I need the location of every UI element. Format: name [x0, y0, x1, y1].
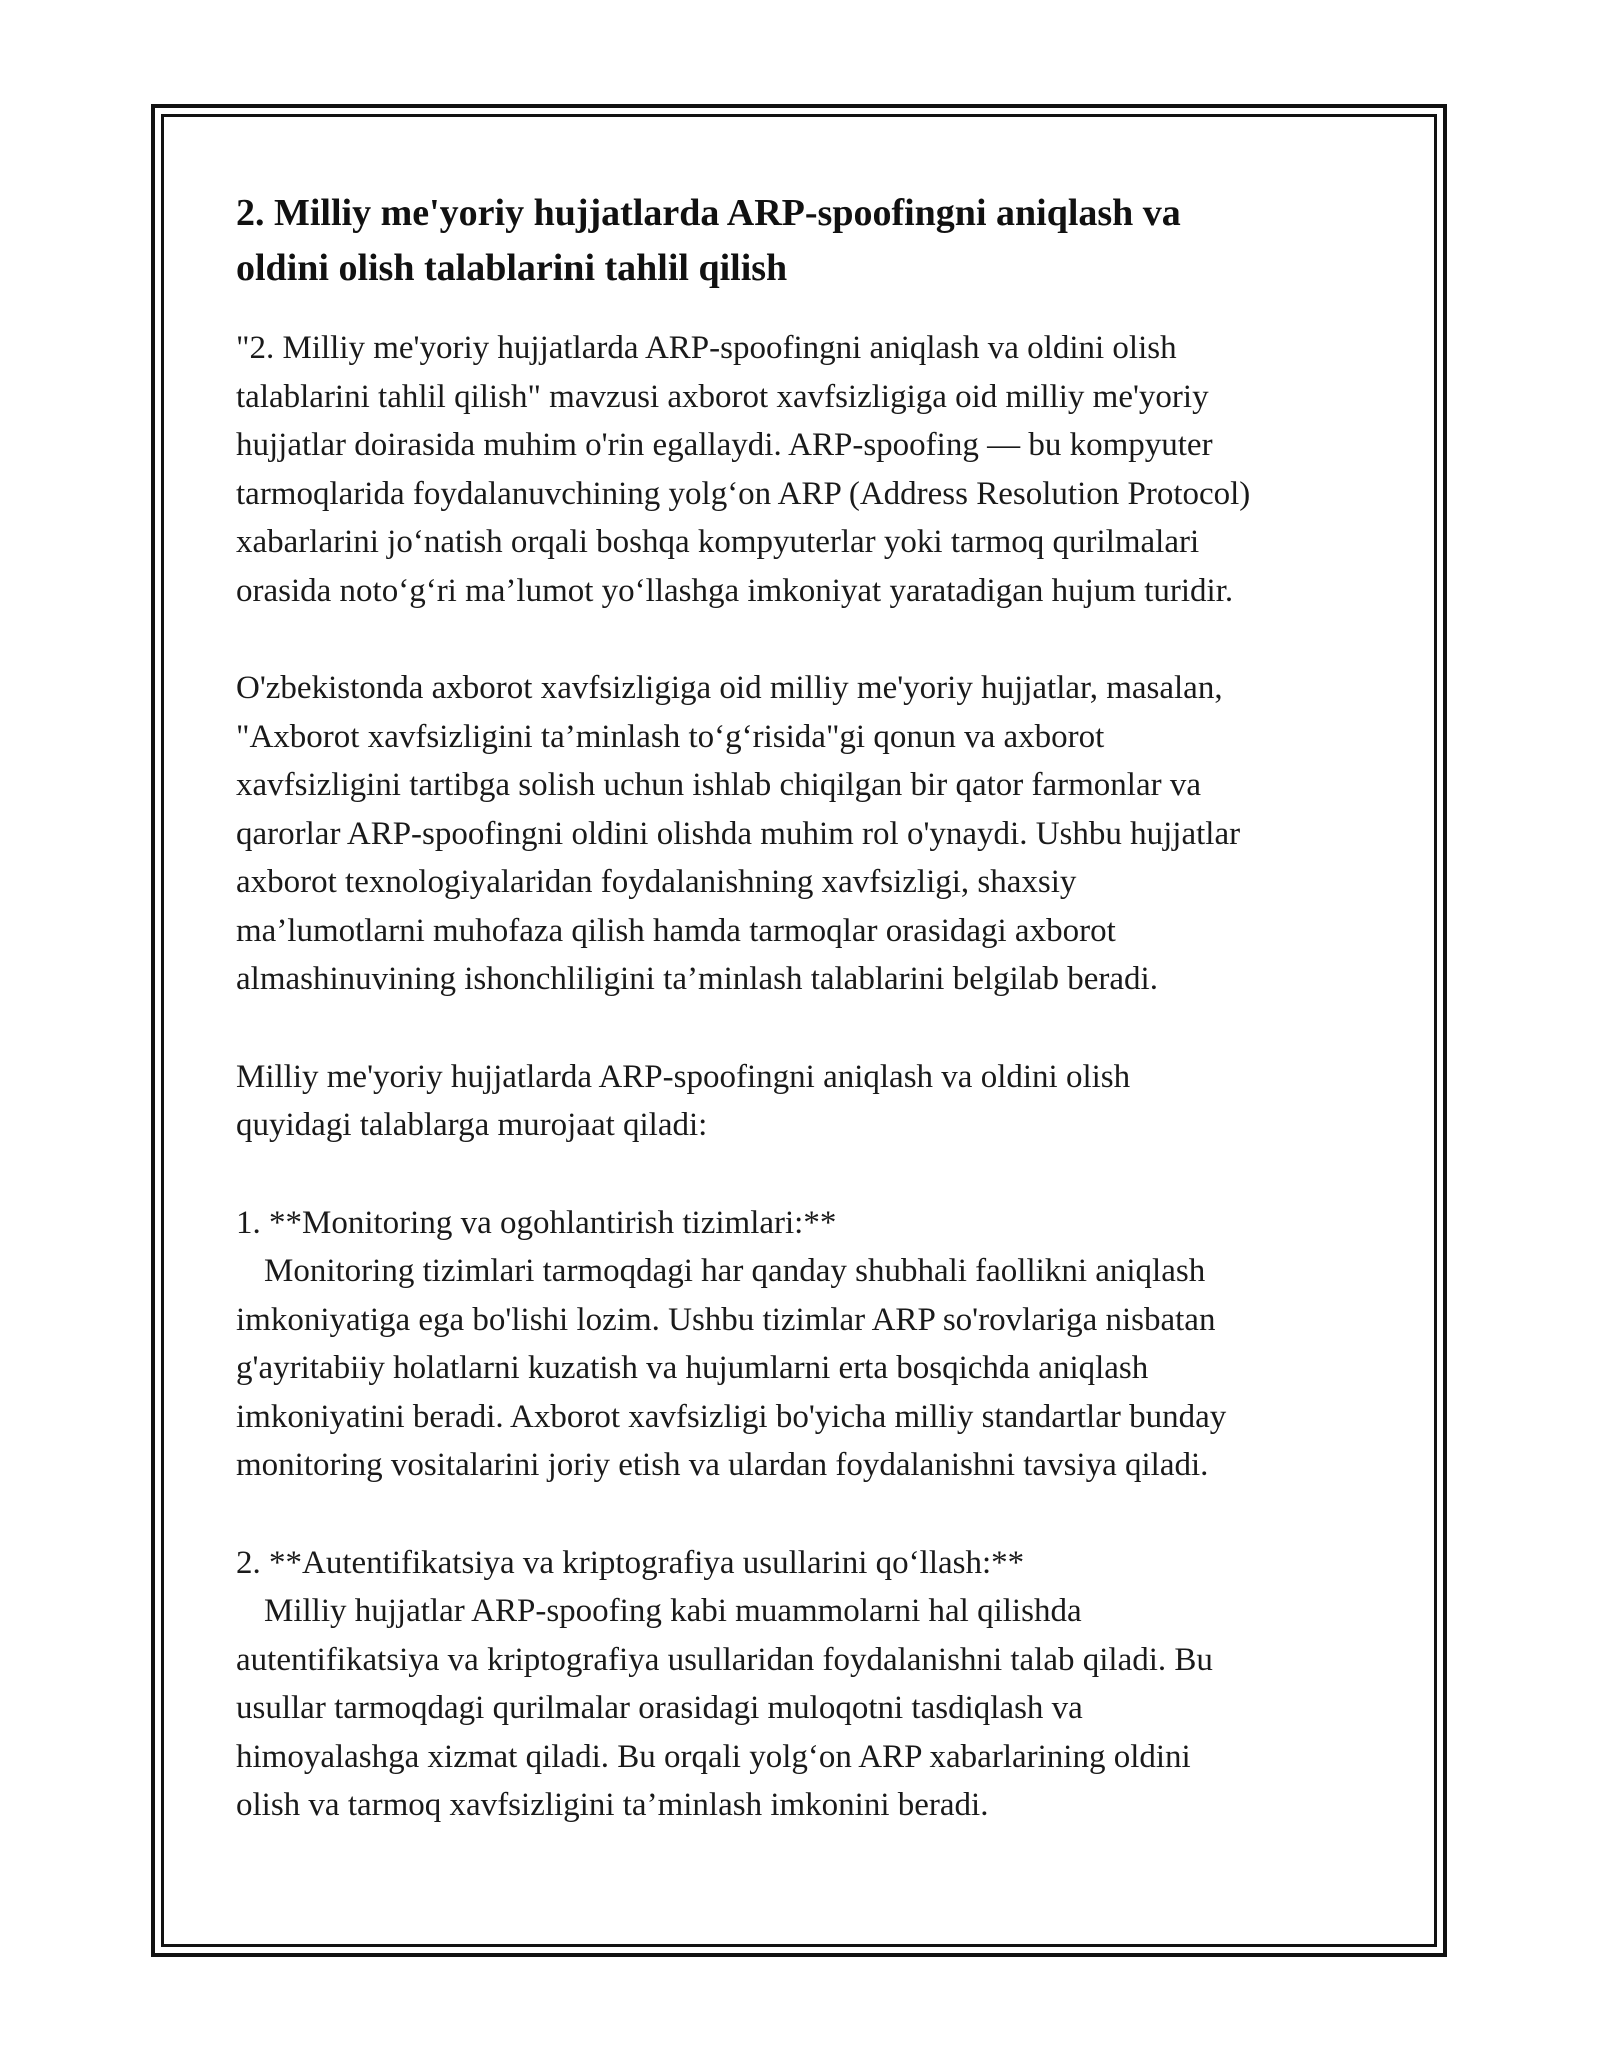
list-item-body: [236, 1247, 1386, 1490]
list-item-body: [236, 1587, 1386, 1830]
document-content: [236, 186, 1386, 1879]
paragraph-legislation: O'zbekistonda axborot xavfsizligiga oid milliy me'yoriy hujjatlar, masalan, "Axborot xavfsizligini ta’minlash to‘g‘risida"gi qonun va axborot xavfsizligini tartibga solish uchun ishlab chiqilgan bir qator farmonlar va qarorlar ARP-spoofingni oldini olishda muhim rol o'ynaydi. Ushbu hujjatlar axborot texnologiyalaridan foydalanishning xavfsizligi, shaxsiy ma’lumotlarni muhofaza qilish hamda tarmoqlar orasidagi axborot almashinuvining ishonchliligini ta’minlash talablarini belgilab beradi.: [236, 670, 1241, 997]
list-item-title: 1. **Monitoring va ogohlantirish tizimlari:**: [236, 1204, 837, 1241]
list-item-title: 2. **Autentifikatsiya va kriptografiya usullarini qo‘llash:**: [236, 1544, 1025, 1581]
list-item: [236, 1539, 1386, 1830]
list-item-text: Monitoring tizimlari tarmoqdagi har qanday shubhali faollikni aniqlash imkoniyatiga ega bo'lishi lozim. Ushbu tizimlar ARP so'rovlariga nisbatan g'ayritabiiy holatlarni kuzatish va hujumlarni erta bosqichda aniqlash imkoniyatini beradi. Axborot xavfsizligi bo'yicha milliy standartlar bunday monitoring vositalarini joriy etish va ulardan foydalanishni tavsiya qiladi.: [236, 1253, 1227, 1483]
paragraph-requirements-lead: Milliy me'yoriy hujjatlarda ARP-spoofingni aniqlash va oldini olish quyidagi talablarga murojaat qiladi:: [236, 1058, 1131, 1143]
list-item-text: Milliy hujjatlar ARP-spoofing kabi muammolarni hal qilishda autentifikatsiya va kriptografiya usullaridan foydalanishni talab qiladi. Bu usullar tarmoqdagi qurilmalar orasidagi muloqotni tasdiqlash va himoyalashga xizmat qiladi. Bu orqali yolg‘on ARP xabarlarining oldini olish va tarmoq xavfsizligini ta’minlash imkonini beradi.: [236, 1593, 1213, 1823]
paragraph-intro: "2. Milliy me'yoriy hujjatlarda ARP-spoofingni aniqlash va oldini olish talablarini tahlil qilish" mavzusi axborot xavfsizligiga oid milliy me'yoriy hujjatlar doirasida muhim o'rin egallaydi. ARP-spoofing — bu kompyuter tarmoqlarida foydalanuvchining yolg‘on ARP (Address Resolution Protocol) xabarlarini jo‘natish orqali boshqa kompyuterlar yoki tarmoq qurilmalari orasida noto‘g‘ri ma’lumot yo‘llashga imkoniyat yaratadigan hujum turidir.: [236, 330, 1251, 609]
list-item: [236, 1199, 1386, 1490]
section-heading: 2. Milliy me'yoriy hujjatlarda ARP-spoofingni aniqlash va oldini olish talablarini tahlil qilish: [236, 192, 1181, 289]
